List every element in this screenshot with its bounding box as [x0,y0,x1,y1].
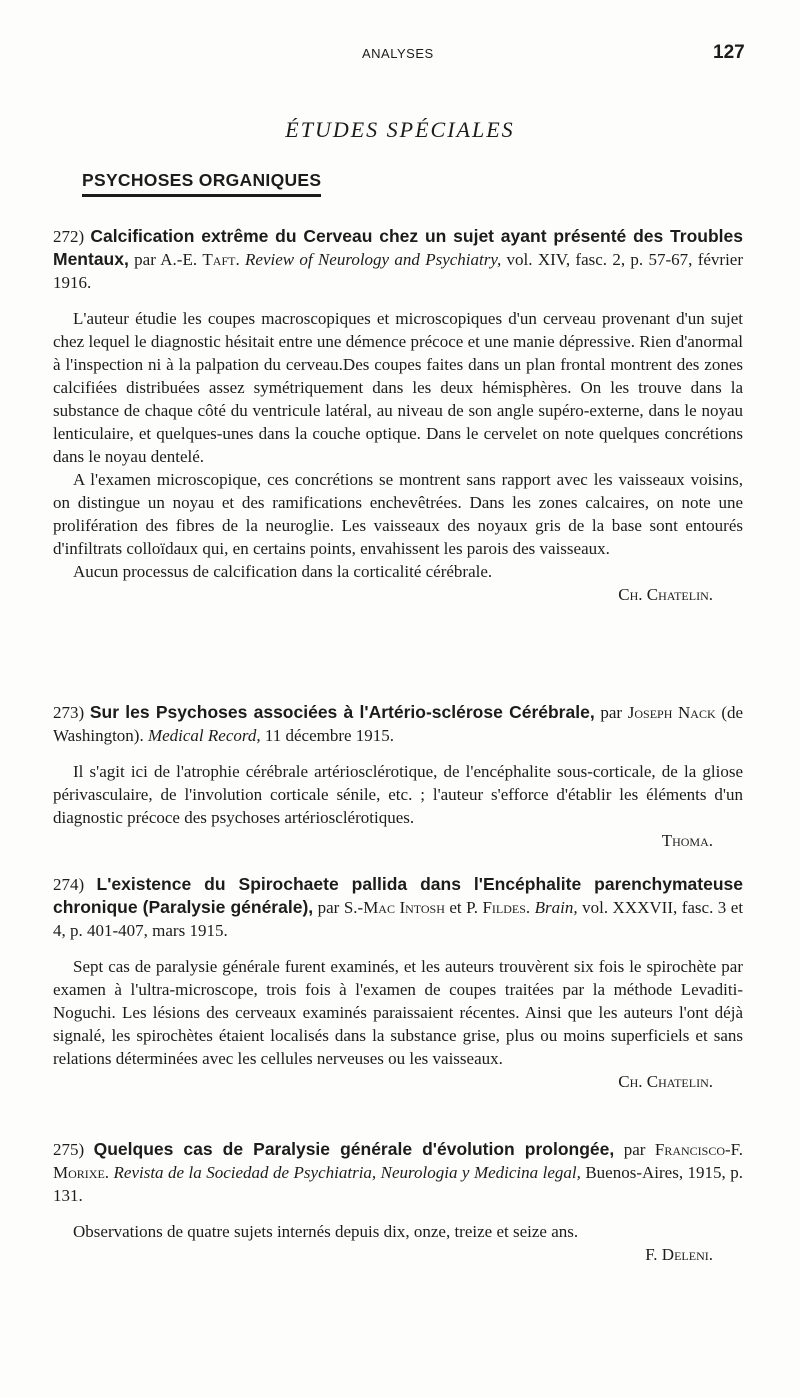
article-author: Francisco-F. Morixe. [53,1140,744,1182]
article-affiliation: (de Washington). [53,703,744,745]
article-details: 11 décembre 1915. [264,726,395,745]
section-title: ÉTUDES SPÉCIALES [285,117,515,142]
article-paragraph: Aucun processus de calcification dans la corticalité cérébrale. [73,562,493,581]
article-by: par [623,1140,646,1159]
article-headline [53,225,743,294]
article-title: Sur les Psychoses associées à l'Artério-sclérose Cérébrale, [89,702,595,722]
article-journal: Revista de la Sociedad de Psychiatria, Neurologia y Medicina legal, [113,1163,581,1182]
article-journal: Brain, [534,898,578,917]
article-title: Quelques cas de Paralysie générale d'évolution prolongée, [93,1139,615,1159]
article-signature: F. Deleni. [645,1245,713,1264]
article-author-2: P. Fildes. [466,898,531,917]
page-header [0,42,800,72]
article-number: 273) [53,703,85,722]
article-paragraph: Sept cas de paralysie générale furent examinés, et les auteurs trouvèrent six fois le spirochète par examen à l'ultra-microscope, trois fois à l'examen de coupes traitées par la méthode Levaditi-Noguchi. Les lésions des cerveaux examinés paraissaient récentes. Ainsi que les auteurs l'ont déjà signalé, les spirochètes étaient localisés dans la substance grise, plus ou moins superficiels et sans relations déterminées avec les cellules nerveuses ou les vaisseaux. [53,957,743,1068]
running-title: ANALYSES [362,46,434,61]
article-signature: Thoma. [661,831,713,850]
article-journal: Review of Neurology and Psychiatry, [245,250,502,269]
article-274 [53,873,743,1093]
article-author: Taft. [202,250,240,269]
article-paragraph: Il s'agit ici de l'atrophie cérébrale artériosclérotique, de l'encéphalite sous-corticale, de la gliose périvasculaire, de l'involution corticale sénile, etc. ; l'auteur s'efforce d'établir les éléments d'un diagnostic précoce des psychoses artériosclérotiques. [53,762,743,827]
article-title: L'existence du Spirochaete pallida dans l'Encéphalite parenchymateuse chronique (Paralysie générale), [53,874,743,917]
article-signature: Ch. Chatelin. [618,585,713,604]
section-heading: PSYCHOSES ORGANIQUES [82,170,321,197]
article-headline [53,701,743,747]
article-273 [53,701,743,852]
article-headline [53,873,743,942]
article-number: 275) [53,1140,85,1159]
article-author: Joseph Nack [627,703,716,722]
article-title: Calcification extrême du Cerveau chez un sujet ayant présenté des Troubles Mentaux, [53,226,743,269]
article-paragraph: L'auteur étudie les coupes macroscopiques et microscopiques d'un cerveau provenant d'un sujet chez lequel le diagnostic hésitait entre une démence précoce et une manie dépressive. Rien d'anormal à l'inspection ni à la palpation du cerveau.Des coupes faites dans un plan frontal montrent des zones calcifiées distribuées assez symétriquement dans les deux hémisphères. On les trouve dans la substance de chaque côté du ventricule latéral, au niveau de son angle supéro-externe, dans le noyau lenticulaire, et quelques-unes dans la couche optique. Dans le cervelet on note quelques concrétions dans le noyau dentelé. [53,309,743,466]
article-number: 274) [53,875,85,894]
article-signature: Ch. Chatelin. [618,1072,713,1091]
article-details: vol. XIV, fasc. 2, p. 57-67, février 1916. [53,250,743,292]
article-author: S.-Mac Intosh [343,898,445,917]
article-journal: Medical Record, [147,726,261,745]
article-275 [53,1138,743,1266]
article-paragraph: A l'examen microscopique, ces concrétions se montrent sans rapport avec les vaisseaux voisins, on distingue un noyau et des ramifications enchevêtrées. Dans les zones calcaires, on note une prolifération des fibres de la neuroglie. Les vaisseaux des noyaux gris de la base sont entourés d'infiltrats colloïdaux qui, en certains points, envahissent les parois des vaisseaux. [53,470,743,558]
article-272 [53,225,743,606]
article-paragraph: Observations de quatre sujets internés depuis dix, onze, treize et seize ans. [73,1222,579,1241]
article-by: par [600,703,623,722]
article-and: et [449,898,462,917]
article-by: par [317,898,340,917]
article-details: vol. XXXVII, fasc. 3 et 4, p. 401-407, mars 1915. [53,898,744,940]
page-number: 127 [713,42,745,63]
article-by: par A.-E. [134,250,198,269]
article-details: Buenos-Aires, 1915, p. 131. [53,1163,744,1205]
article-number: 272) [53,227,85,246]
article-headline [53,1138,743,1207]
